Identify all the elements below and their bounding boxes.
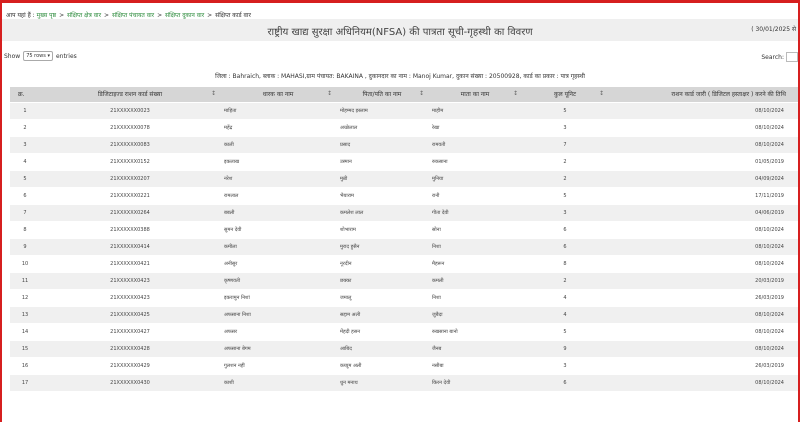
cell-father-name: आबिद (336, 340, 428, 357)
cell-father-name: मुराद हुसैन (336, 238, 428, 255)
cell-father-name: मेंहदी हसन (336, 323, 428, 340)
cell-sno: 13 (10, 306, 40, 323)
cell-issue-date: 04/09/2024 (608, 170, 798, 187)
cell-sno: 7 (10, 204, 40, 221)
table-row (10, 238, 798, 255)
cell-members: 2 (522, 170, 608, 187)
table-row (10, 255, 798, 272)
table-row (10, 119, 798, 136)
table-row (10, 323, 798, 340)
breadcrumb-lead: आप यहां हैं : (6, 12, 35, 19)
cell-card-number: 21XXXXXX0083 (40, 136, 220, 153)
breadcrumb-card: संक्षिप्त कार्ड वार (215, 12, 251, 19)
sort-icon: ↕ (210, 90, 216, 97)
cell-members: 5 (522, 187, 608, 204)
sort-icon: ↕ (326, 90, 332, 97)
cell-father-name: मुन्नी (336, 170, 428, 187)
table-row (10, 204, 798, 221)
page-title: राष्ट्रीय खाद्य सुरक्षा अधिनियम(NFSA) की पात्रता सूची-गृहस्थी का विवरण (267, 27, 533, 38)
cell-sno: 12 (10, 289, 40, 306)
cell-members: 3 (522, 119, 608, 136)
cell-sno: 9 (10, 238, 40, 255)
cell-mother-name: सोना (428, 221, 522, 238)
top-border (0, 0, 800, 3)
cell-issue-date: 08/10/2024 (608, 323, 798, 340)
cell-father-name: मोहम्मद इस्लाम (336, 102, 428, 119)
ration-card-table (10, 87, 798, 391)
cell-card-number: 21XXXXXX0423 (40, 272, 220, 289)
cell-members: 2 (522, 272, 608, 289)
col-header-date[interactable]: राशन कार्ड जारी ( डिजिटल हस्ताक्षर ) करने की तिथि (671, 91, 786, 99)
cell-holder-name: अफसाना बेगम (220, 340, 336, 357)
cell-card-number: 21XXXXXX0078 (40, 119, 220, 136)
cell-issue-date: 17/11/2019 (608, 187, 798, 204)
cell-members: 6 (522, 374, 608, 391)
sort-icon: ↕ (418, 90, 424, 97)
cell-mother-name: जैनब (428, 340, 522, 357)
chevron-down-icon: ▾ (47, 53, 50, 59)
rows-select-value: 75 rows (26, 53, 46, 59)
cell-mother-name: रामवती (428, 136, 522, 153)
cell-card-number: 21XXXXXX0425 (40, 306, 220, 323)
date-range: ( 30/01/2025 से (751, 26, 796, 33)
search-label: Search: (761, 53, 784, 61)
cell-mother-name: निशा (428, 289, 522, 306)
cell-card-number: 21XXXXXX0414 (40, 238, 220, 255)
cell-holder-name: महेंद्र (220, 119, 336, 136)
cell-card-number: 21XXXXXX0430 (40, 374, 220, 391)
cell-issue-date: 26/03/2019 (608, 357, 798, 374)
breadcrumb-home[interactable]: मुख्य पृष्ठ (36, 12, 57, 19)
cell-members: 3 (522, 357, 608, 374)
cell-members: 9 (522, 340, 608, 357)
cell-sno: 4 (10, 153, 40, 170)
cell-holder-name: अफसर (220, 323, 336, 340)
cell-card-number: 21XXXXXX0423 (40, 289, 220, 306)
show-label: Show (4, 52, 21, 60)
cell-sno: 1 (10, 102, 40, 119)
cell-mother-name: नसीबा (428, 357, 522, 374)
col-header-members[interactable]: कुल यूनिट ↕ (554, 90, 604, 99)
cell-holder-name: इकलाख (220, 153, 336, 170)
cell-holder-name: कमीला (220, 238, 336, 255)
table-row (10, 136, 798, 153)
cell-sno: 15 (10, 340, 40, 357)
sort-icon: ↕ (512, 90, 518, 97)
cell-issue-date: 08/10/2024 (608, 119, 798, 136)
cell-mother-name: गीता देवी (428, 204, 522, 221)
cell-sno: 16 (10, 357, 40, 374)
cell-father-name: कमलेश लाल (336, 204, 428, 221)
cell-mother-name: किरन देवी (428, 374, 522, 391)
info-line: जिला : Bahraich, ब्लाक : MAHASI,ग्राम पंचायत: BAKAINA , दुकानदार का नाम : Manoj Kumar, दुकान संख्या : 20500928, कार्ड का प्रकार : पात्र गृहस्थी (215, 73, 585, 80)
breadcrumb-shop[interactable]: संक्षिप्त दुकान वार (165, 12, 205, 19)
cell-issue-date: 08/10/2024 (608, 102, 798, 119)
col-header-mother[interactable]: माता का नाम ↕ (460, 90, 518, 99)
cell-issue-date: 08/10/2024 (608, 306, 798, 323)
breadcrumb-panchayat[interactable]: संक्षिप्त पंचायत वार (112, 12, 155, 19)
show-entries (4, 51, 77, 61)
cell-card-number: 21XXXXXX0221 (40, 187, 220, 204)
cell-members: 6 (522, 238, 608, 255)
table-row (10, 187, 798, 204)
sort-icon: ↕ (598, 90, 604, 97)
cell-issue-date: 26/03/2019 (608, 289, 798, 306)
cell-issue-date: 08/10/2024 (608, 374, 798, 391)
cell-card-number: 21XXXXXX0428 (40, 340, 220, 357)
table-row (10, 340, 798, 357)
cell-members: 8 (522, 255, 608, 272)
left-border (0, 0, 2, 422)
cell-sno: 10 (10, 255, 40, 272)
cell-father-name: कय्यूम अली (336, 357, 428, 374)
table-row (10, 170, 798, 187)
table-row (10, 374, 798, 391)
cell-holder-name: बबली (220, 204, 336, 221)
entries-label: entries (55, 52, 77, 60)
title-bar (2, 19, 798, 41)
cell-father-name: छक्का (336, 272, 428, 289)
table-row (10, 221, 798, 238)
cell-card-number: 21XXXXXX0388 (40, 221, 220, 238)
cell-members: 4 (522, 306, 608, 323)
cell-holder-name: नरेश (220, 170, 336, 187)
cell-sno: 5 (10, 170, 40, 187)
cell-issue-date: 08/10/2024 (608, 136, 798, 153)
cell-sno: 6 (10, 187, 40, 204)
table-row (10, 357, 798, 374)
cell-members: 3 (522, 204, 608, 221)
table-header-row (10, 87, 798, 102)
search (761, 52, 798, 62)
cell-holder-name: काली (220, 136, 336, 153)
cell-card-number: 21XXXXXX0023 (40, 102, 220, 119)
cell-mother-name: मैहरून (428, 255, 522, 272)
cell-mother-name: रुकसाना (428, 153, 522, 170)
cell-holder-name: माहिता (220, 102, 336, 119)
cell-issue-date: 04/06/2019 (608, 204, 798, 221)
cell-issue-date: 20/03/2019 (608, 272, 798, 289)
cell-sno: 14 (10, 323, 40, 340)
table-row (10, 102, 798, 119)
cell-issue-date: 01/05/2019 (608, 153, 798, 170)
cell-card-number: 21XXXXXX0152 (40, 153, 220, 170)
table-row (10, 272, 798, 289)
cell-mother-name: रेखा (428, 119, 522, 136)
rows-select[interactable] (23, 51, 53, 61)
table-row (10, 289, 798, 306)
cell-members: 4 (522, 289, 608, 306)
cell-sno: 3 (10, 136, 40, 153)
cell-holder-name: सुमन देवी (220, 221, 336, 238)
cell-father-name: भैयाराम (336, 187, 428, 204)
cell-holder-name: काशी (220, 374, 336, 391)
cell-issue-date: 08/10/2024 (608, 221, 798, 238)
cell-holder-name: रामलाल (220, 187, 336, 204)
cell-father-name: धुन मनाथ (336, 374, 428, 391)
cell-father-name: उस्मान (336, 153, 428, 170)
cell-father-name: जमालू (336, 289, 428, 306)
cell-sno: 11 (10, 272, 40, 289)
cell-mother-name: रानी (428, 187, 522, 204)
cell-mother-name: माहीम (428, 102, 522, 119)
table-row (10, 306, 798, 323)
cell-card-number: 21XXXXXX0264 (40, 204, 220, 221)
cell-card-number: 21XXXXXX0427 (40, 323, 220, 340)
cell-mother-name: जुबैदा (428, 306, 522, 323)
cell-members: 2 (522, 153, 608, 170)
col-header-sno[interactable]: क्र. (18, 91, 25, 99)
cell-mother-name: कमली (428, 272, 522, 289)
col-header-father[interactable]: पिता/पति का नाम ↕ (362, 90, 424, 99)
cell-father-name: नूरदीन (336, 255, 428, 272)
cell-holder-name: अफसाना निशा (220, 306, 336, 323)
cell-father-name: शोभाराम (336, 221, 428, 238)
cell-holder-name: कृष्णवती (220, 272, 336, 289)
breadcrumb-area[interactable]: संक्षिप्त क्षेत्र वार (67, 12, 102, 19)
cell-issue-date: 08/10/2024 (608, 238, 798, 255)
breadcrumb: आप यहां हैं : मुख्य पृष्ठ > संक्षिप्त क्षेत्र वार > संक्षिप्त पंचायत वार > संक्षिप्त दुकान वार > संक्षिप्त कार्ड वार (6, 12, 251, 19)
cell-members: 7 (522, 136, 608, 153)
cell-holder-name: अनीसुर (220, 255, 336, 272)
cell-card-number: 21XXXXXX0207 (40, 170, 220, 187)
cell-issue-date: 08/10/2024 (608, 255, 798, 272)
cell-mother-name: निशा (428, 238, 522, 255)
cell-sno: 2 (10, 119, 40, 136)
col-header-card[interactable]: डिजिटाइज्ड राशन कार्ड संख्या ↕ (97, 90, 216, 99)
cell-card-number: 21XXXXXX0421 (40, 255, 220, 272)
cell-issue-date: 08/10/2024 (608, 340, 798, 357)
cell-father-name: सद्दाम अली (336, 306, 428, 323)
cell-mother-name: रुखसाना बानो (428, 323, 522, 340)
cell-members: 6 (522, 221, 608, 238)
cell-card-number: 21XXXXXX0429 (40, 357, 220, 374)
cell-holder-name: इकरामुन निशां (220, 289, 336, 306)
cell-father-name: प्रसाद (336, 136, 428, 153)
table-row (10, 153, 798, 170)
cell-members: 5 (522, 323, 608, 340)
cell-holder-name: गुलशन नहीं (220, 357, 336, 374)
cell-father-name: अच्छेलाल (336, 119, 428, 136)
cell-sno: 17 (10, 374, 40, 391)
col-header-holder[interactable]: धारक का नाम ↕ (262, 90, 332, 99)
cell-members: 5 (522, 102, 608, 119)
cell-mother-name: मुनिया (428, 170, 522, 187)
search-input[interactable] (786, 52, 798, 62)
cell-sno: 8 (10, 221, 40, 238)
